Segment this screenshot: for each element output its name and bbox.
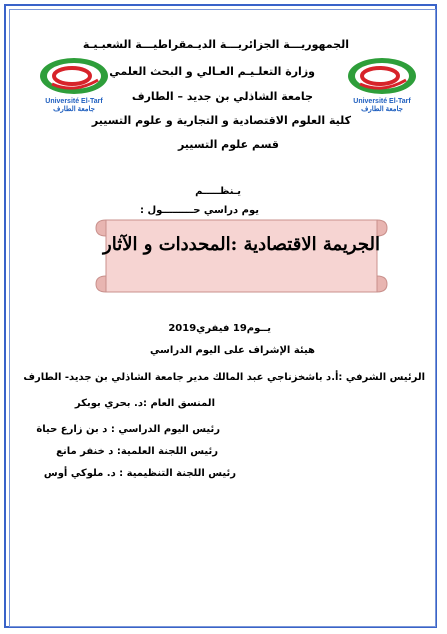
organizing-committee-president: رئيس اللجنة التنظيمية : د. ملوكي أوس bbox=[43, 468, 236, 479]
event-date: يــوم19 فيفري2019 bbox=[168, 323, 271, 334]
committee-heading: هيئة الإشراف على اليوم الدراسي bbox=[149, 345, 315, 356]
republic-line: الجمهوريـــة الجزائريـــة الديـمقراطيـــة الشعبـيـة bbox=[82, 38, 349, 51]
logo-label-latin: Université El-Tarf bbox=[353, 98, 411, 105]
study-day-label: يوم دراسي حـــــــــول : bbox=[140, 205, 259, 216]
university-logo-left bbox=[32, 54, 116, 114]
title-scroll-banner bbox=[92, 212, 391, 300]
general-coordinator: المنسق العام :د. بحري بوبكر bbox=[74, 398, 215, 409]
logo-label-arabic: جامعة الطارف bbox=[53, 106, 95, 113]
university-logo-right bbox=[340, 54, 424, 114]
honorary-president: الرئيس الشرفي :أ.د باشخزناجي عبد المالك مدير جامعة الشاذلي بن جديد- الطارف bbox=[23, 372, 425, 383]
scientific-committee-president: رئيس اللجنة العلمية: د خنفر مانع bbox=[56, 446, 218, 457]
faculty-line: كلية العلوم الاقتصادية و التجارية و علوم التسيير bbox=[91, 114, 351, 127]
organizes-text: يـنظـــــم bbox=[195, 186, 241, 197]
main-title: الجريمة الاقتصادية :المحددات و الآثار bbox=[103, 234, 380, 255]
logo-label-latin: Université El-Tarf bbox=[45, 98, 103, 105]
department-line: قسم علوم التسيير bbox=[177, 138, 279, 151]
university-line: جامعة الشاذلي بن جديد – الطارف bbox=[131, 90, 313, 103]
ministry-line: وزارة التعلـيـم العـالي و البحث العلمي bbox=[109, 65, 315, 78]
logo-label-arabic: جامعة الطارف bbox=[361, 106, 403, 113]
study-day-president: رئيس اليوم الدراسي : د بن زارع حياة bbox=[36, 424, 220, 435]
